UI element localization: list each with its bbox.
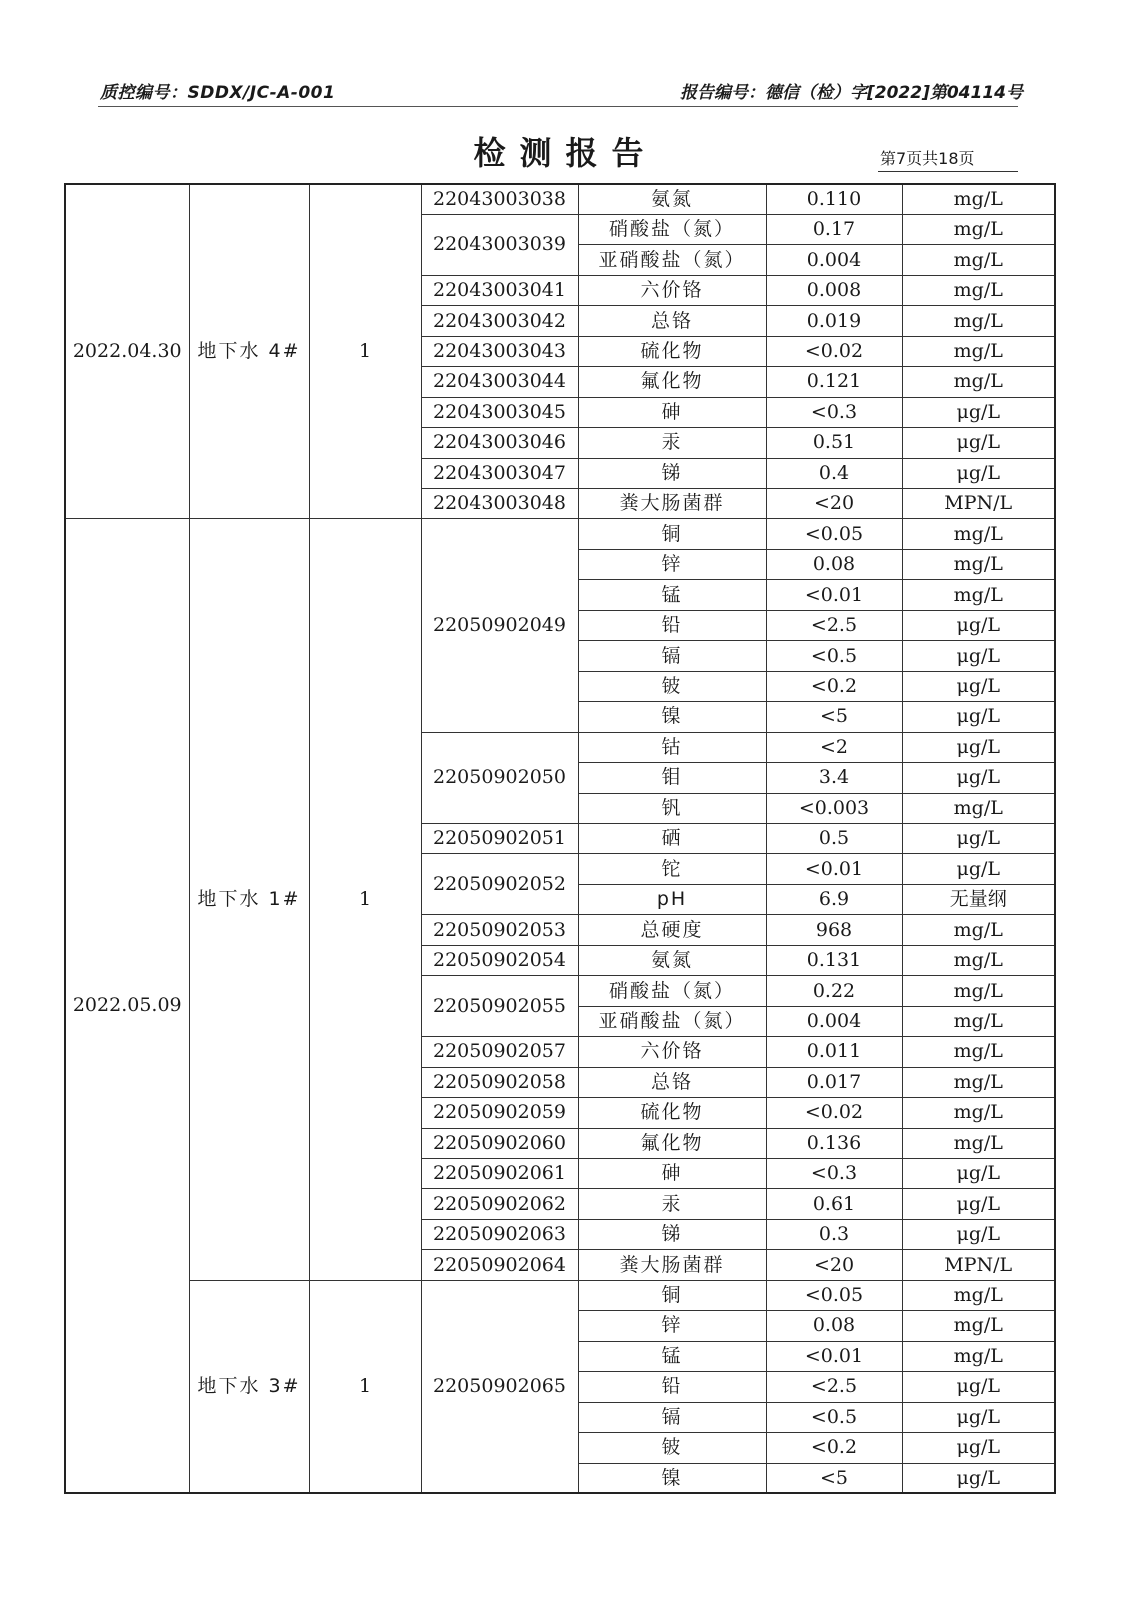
sample-id: 22050902061 — [421, 1159, 578, 1189]
test-item: 氨氮 — [578, 945, 766, 975]
test-unit: mg/L — [902, 336, 1055, 366]
test-value: <0.3 — [766, 1159, 902, 1189]
test-unit: μg/L — [902, 854, 1055, 884]
test-unit: μg/L — [902, 641, 1055, 671]
sample-id: 22050902050 — [421, 732, 578, 823]
test-unit: mg/L — [902, 1128, 1055, 1158]
sample-id: 22043003046 — [421, 428, 578, 458]
test-item: 硫化物 — [578, 336, 766, 366]
page-indicator: 第7页共18页 — [880, 149, 975, 168]
test-value: <0.05 — [766, 519, 902, 549]
sample-frequency: 1 — [309, 184, 421, 519]
test-value: <0.5 — [766, 1402, 902, 1432]
test-value: 968 — [766, 915, 902, 945]
test-item: 钒 — [578, 793, 766, 823]
test-unit: μg/L — [902, 428, 1055, 458]
sample-id: 22043003045 — [421, 397, 578, 427]
test-unit: mg/L — [902, 184, 1055, 214]
test-value: 0.5 — [766, 824, 902, 854]
test-unit: μg/L — [902, 1463, 1055, 1493]
test-item: 硝酸盐（氮） — [578, 214, 766, 244]
sampling-date: 2022.04.30 — [65, 184, 189, 519]
results-table-body — [65, 184, 1055, 1493]
test-item: 铜 — [578, 1280, 766, 1310]
test-item: 砷 — [578, 1159, 766, 1189]
test-value: 0.17 — [766, 214, 902, 244]
sampling-date: 2022.05.09 — [65, 519, 189, 1494]
test-value: 0.22 — [766, 976, 902, 1006]
test-value: <0.3 — [766, 397, 902, 427]
test-item: 锑 — [578, 1219, 766, 1249]
test-value: <5 — [766, 702, 902, 732]
test-unit: μg/L — [902, 1219, 1055, 1249]
test-value: 0.3 — [766, 1219, 902, 1249]
sample-id: 22050902058 — [421, 1067, 578, 1097]
test-item: pH — [578, 884, 766, 914]
sample-id: 22050902063 — [421, 1219, 578, 1249]
test-item: 锰 — [578, 1341, 766, 1371]
test-unit: μg/L — [902, 824, 1055, 854]
test-value: 0.4 — [766, 458, 902, 488]
test-value: 0.121 — [766, 367, 902, 397]
sample-id: 22043003041 — [421, 275, 578, 305]
sampling-site: 地下水 3# — [189, 1280, 309, 1493]
test-unit: mg/L — [902, 1341, 1055, 1371]
test-unit: μg/L — [902, 702, 1055, 732]
test-unit: μg/L — [902, 1189, 1055, 1219]
sample-id: 22050902057 — [421, 1037, 578, 1067]
test-item: 六价铬 — [578, 1037, 766, 1067]
sample-id: 22050902049 — [421, 519, 578, 732]
test-unit: μg/L — [902, 1159, 1055, 1189]
test-value: 0.017 — [766, 1067, 902, 1097]
test-item: 汞 — [578, 1189, 766, 1219]
test-item: 亚硝酸盐（氮） — [578, 1006, 766, 1036]
test-item: 总铬 — [578, 306, 766, 336]
test-unit: μg/L — [902, 1372, 1055, 1402]
test-item: 总硬度 — [578, 915, 766, 945]
test-unit: mg/L — [902, 1098, 1055, 1128]
test-item: 粪大肠菌群 — [578, 1250, 766, 1280]
test-value: 3.4 — [766, 763, 902, 793]
sample-id: 22050902065 — [421, 1280, 578, 1493]
test-value: 0.61 — [766, 1189, 902, 1219]
test-value: <0.5 — [766, 641, 902, 671]
sample-id: 22050902053 — [421, 915, 578, 945]
test-value: <2 — [766, 732, 902, 762]
test-item: 铜 — [578, 519, 766, 549]
test-value: 0.136 — [766, 1128, 902, 1158]
test-unit: 无量纲 — [902, 884, 1055, 914]
test-value: <0.02 — [766, 1098, 902, 1128]
test-unit: mg/L — [902, 976, 1055, 1006]
test-value: <0.02 — [766, 336, 902, 366]
test-unit: mg/L — [902, 793, 1055, 823]
test-value: 0.011 — [766, 1037, 902, 1067]
test-unit: mg/L — [902, 214, 1055, 244]
test-value: 0.004 — [766, 245, 902, 275]
test-item: 硒 — [578, 824, 766, 854]
test-unit: mg/L — [902, 1280, 1055, 1310]
test-item: 锌 — [578, 549, 766, 579]
test-item: 镉 — [578, 641, 766, 671]
test-value: 6.9 — [766, 884, 902, 914]
test-value: <5 — [766, 1463, 902, 1493]
test-item: 铅 — [578, 1372, 766, 1402]
test-unit: μg/L — [902, 732, 1055, 762]
test-item: 钼 — [578, 763, 766, 793]
test-unit: mg/L — [902, 306, 1055, 336]
test-unit: μg/L — [902, 1433, 1055, 1463]
sample-id: 22050902059 — [421, 1098, 578, 1128]
test-unit: mg/L — [902, 580, 1055, 610]
test-value: 0.004 — [766, 1006, 902, 1036]
test-value: <2.5 — [766, 610, 902, 640]
qc-number: 质控编号：SDDX/JC-A-001 — [100, 83, 336, 103]
test-value: <20 — [766, 1250, 902, 1280]
table-row — [65, 519, 1055, 549]
sample-frequency: 1 — [309, 519, 421, 1280]
test-item: 镍 — [578, 702, 766, 732]
test-unit: μg/L — [902, 397, 1055, 427]
test-value: <0.05 — [766, 1280, 902, 1310]
sampling-site: 地下水 1# — [189, 519, 309, 1280]
test-item: 铅 — [578, 610, 766, 640]
test-unit: μg/L — [902, 458, 1055, 488]
sample-id: 22043003044 — [421, 367, 578, 397]
sample-id: 22043003043 — [421, 336, 578, 366]
test-value: 0.131 — [766, 945, 902, 975]
sampling-site: 地下水 4# — [189, 184, 309, 519]
test-item: 锌 — [578, 1311, 766, 1341]
test-unit: mg/L — [902, 1311, 1055, 1341]
test-unit: μg/L — [902, 671, 1055, 701]
test-unit: mg/L — [902, 1037, 1055, 1067]
test-value: <0.01 — [766, 580, 902, 610]
sample-id: 22043003047 — [421, 458, 578, 488]
test-value: 0.110 — [766, 184, 902, 214]
test-value: 0.51 — [766, 428, 902, 458]
test-unit: mg/L — [902, 1006, 1055, 1036]
test-item: 硫化物 — [578, 1098, 766, 1128]
test-unit: mg/L — [902, 519, 1055, 549]
test-item: 汞 — [578, 428, 766, 458]
test-item: 总铬 — [578, 1067, 766, 1097]
test-unit: mg/L — [902, 1067, 1055, 1097]
test-item: 镉 — [578, 1402, 766, 1432]
sample-id: 22050902064 — [421, 1250, 578, 1280]
sample-id: 22043003038 — [421, 184, 578, 214]
test-item: 镍 — [578, 1463, 766, 1493]
test-item: 六价铬 — [578, 275, 766, 305]
test-item: 锰 — [578, 580, 766, 610]
test-item: 氨氮 — [578, 184, 766, 214]
results-table — [64, 183, 1056, 1494]
sample-frequency: 1 — [309, 1280, 421, 1493]
test-item: 硝酸盐（氮） — [578, 976, 766, 1006]
test-unit: MPN/L — [902, 489, 1055, 519]
sample-id: 22043003039 — [421, 214, 578, 275]
test-item: 铍 — [578, 671, 766, 701]
test-value: <0.01 — [766, 1341, 902, 1371]
test-unit: μg/L — [902, 763, 1055, 793]
sample-id: 22043003042 — [421, 306, 578, 336]
test-value: 0.019 — [766, 306, 902, 336]
test-value: <0.01 — [766, 854, 902, 884]
test-unit: mg/L — [902, 915, 1055, 945]
sample-id: 22043003048 — [421, 489, 578, 519]
test-item: 亚硝酸盐（氮） — [578, 245, 766, 275]
sample-id: 22050902062 — [421, 1189, 578, 1219]
test-unit: mg/L — [902, 367, 1055, 397]
sample-id: 22050902060 — [421, 1128, 578, 1158]
test-value: <20 — [766, 489, 902, 519]
sample-id: 22050902054 — [421, 945, 578, 975]
page-indicator-underline — [878, 171, 1018, 172]
test-value: <0.2 — [766, 1433, 902, 1463]
test-item: 铊 — [578, 854, 766, 884]
sample-id: 22050902055 — [421, 976, 578, 1037]
test-unit: mg/L — [902, 245, 1055, 275]
test-item: 钴 — [578, 732, 766, 762]
test-value: <2.5 — [766, 1372, 902, 1402]
test-item: 砷 — [578, 397, 766, 427]
report-number: 报告编号：德信（检）字[2022]第04114号 — [680, 83, 1023, 103]
sample-id: 22050902051 — [421, 824, 578, 854]
test-unit: μg/L — [902, 1402, 1055, 1432]
header-divider — [98, 106, 1018, 107]
sample-id: 22050902052 — [421, 854, 578, 915]
test-value: 0.08 — [766, 1311, 902, 1341]
test-item: 氟化物 — [578, 367, 766, 397]
page-title: 检测报告 — [473, 134, 658, 172]
test-unit: mg/L — [902, 945, 1055, 975]
test-value: <0.003 — [766, 793, 902, 823]
test-unit: mg/L — [902, 549, 1055, 579]
test-unit: μg/L — [902, 610, 1055, 640]
test-value: 0.008 — [766, 275, 902, 305]
table-row — [65, 1280, 1055, 1310]
test-item: 粪大肠菌群 — [578, 489, 766, 519]
test-item: 氟化物 — [578, 1128, 766, 1158]
test-unit: mg/L — [902, 275, 1055, 305]
test-item: 铍 — [578, 1433, 766, 1463]
test-value: 0.08 — [766, 549, 902, 579]
test-item: 锑 — [578, 458, 766, 488]
test-value: <0.2 — [766, 671, 902, 701]
test-unit: MPN/L — [902, 1250, 1055, 1280]
table-row — [65, 184, 1055, 214]
